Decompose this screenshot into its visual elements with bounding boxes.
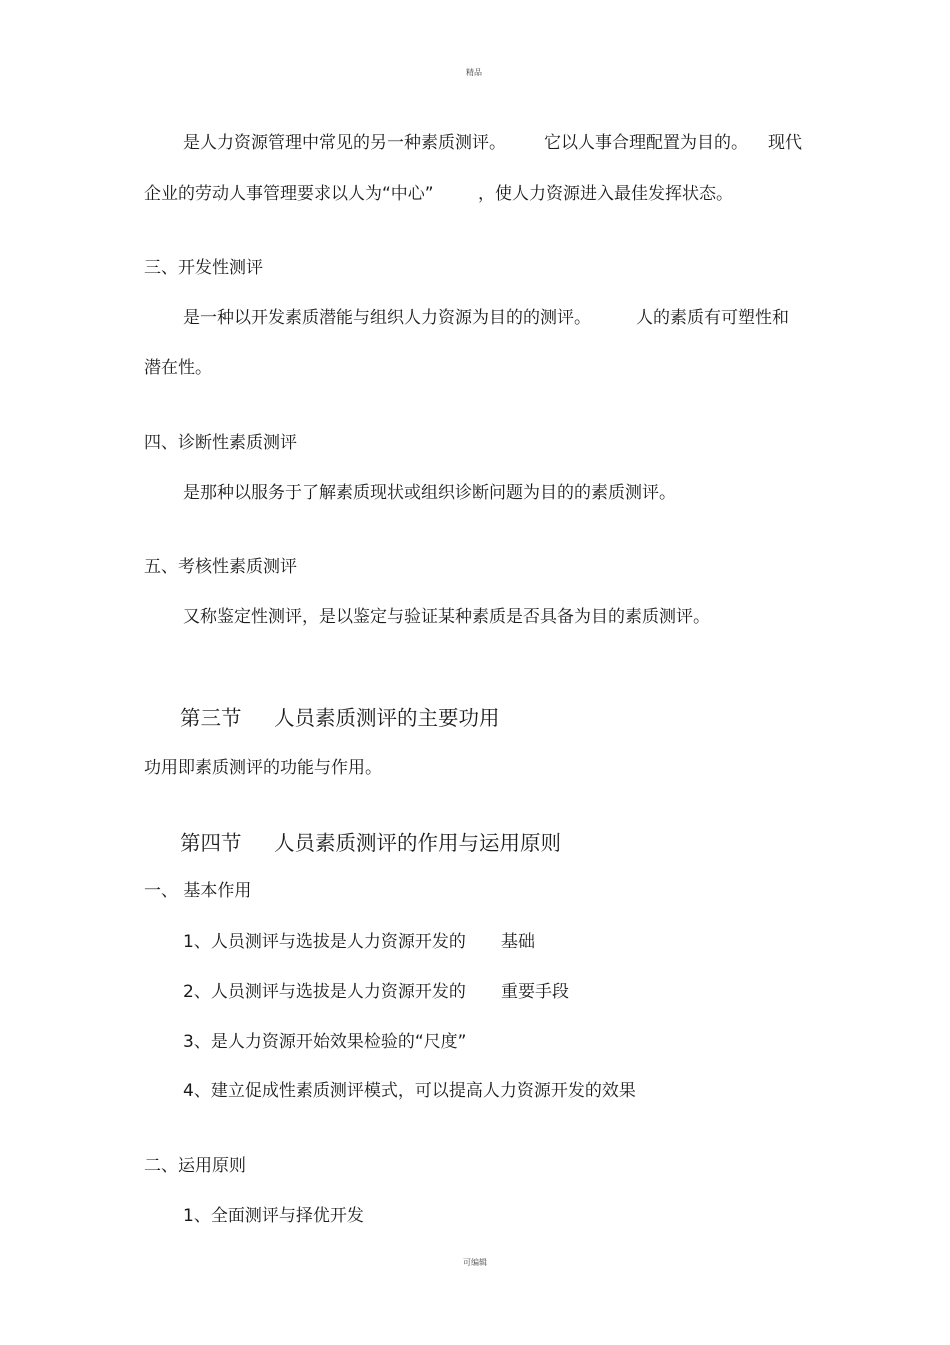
paragraph-line: 潜在性。	[144, 358, 212, 378]
section-heading: 四、诊断性素质测评	[144, 433, 297, 453]
paragraph-line: 是那种以服务于了解素质现状或组织诊断问题为目的的素质测评。	[183, 483, 676, 503]
section-number: 第四节	[180, 831, 242, 855]
section-heading: 五、考核性素质测评	[144, 557, 297, 577]
section-heading: 三、开发性测评	[144, 258, 263, 278]
paragraph-line: 现代	[768, 133, 802, 153]
section-number: 第三节	[180, 706, 242, 730]
paragraph-line: 它以人事合理配置为目的。	[544, 133, 748, 153]
section-title: 人员素质测评的作用与运用原则	[274, 831, 561, 855]
list-item: 3、是人力资源开始效果检验的“尺度”	[183, 1032, 467, 1052]
section-heading: 一、 基本作用	[144, 881, 252, 901]
page-header-label: 精品	[466, 68, 482, 77]
list-item: 4、建立促成性素质测评模式，可以提高人力资源开发的效果	[183, 1081, 636, 1101]
page-footer-label: 可编辑	[463, 1258, 487, 1267]
paragraph-line: 企业的劳动人事管理要求以人为“中心”	[144, 184, 434, 204]
list-item: 2、人员测评与选拔是人力资源开发的	[183, 982, 466, 1002]
list-item-emphasis: 基础	[501, 932, 535, 952]
list-item: 1、人员测评与选拔是人力资源开发的	[183, 932, 466, 952]
section-heading: 二、运用原则	[144, 1156, 246, 1176]
paragraph-line: 是一种以开发素质潜能与组织人力资源为目的的测评。	[183, 308, 591, 328]
section-title: 人员素质测评的主要功用	[274, 706, 500, 730]
list-item-emphasis: 重要手段	[501, 982, 569, 1002]
paragraph-line: 人的素质有可塑性和	[636, 308, 789, 328]
paragraph-line: 功用即素质测评的功能与作用。	[144, 758, 382, 778]
list-item: 1、全面测评与择优开发	[183, 1206, 364, 1226]
paragraph-line: 又称鉴定性测评，是以鉴定与验证某种素质是否具备为目的素质测评。	[183, 607, 710, 627]
paragraph-line: ，使人力资源进入最佳发挥状态。	[478, 184, 733, 204]
paragraph-line: 是人力资源管理中常见的另一种素质测评。	[183, 133, 506, 153]
